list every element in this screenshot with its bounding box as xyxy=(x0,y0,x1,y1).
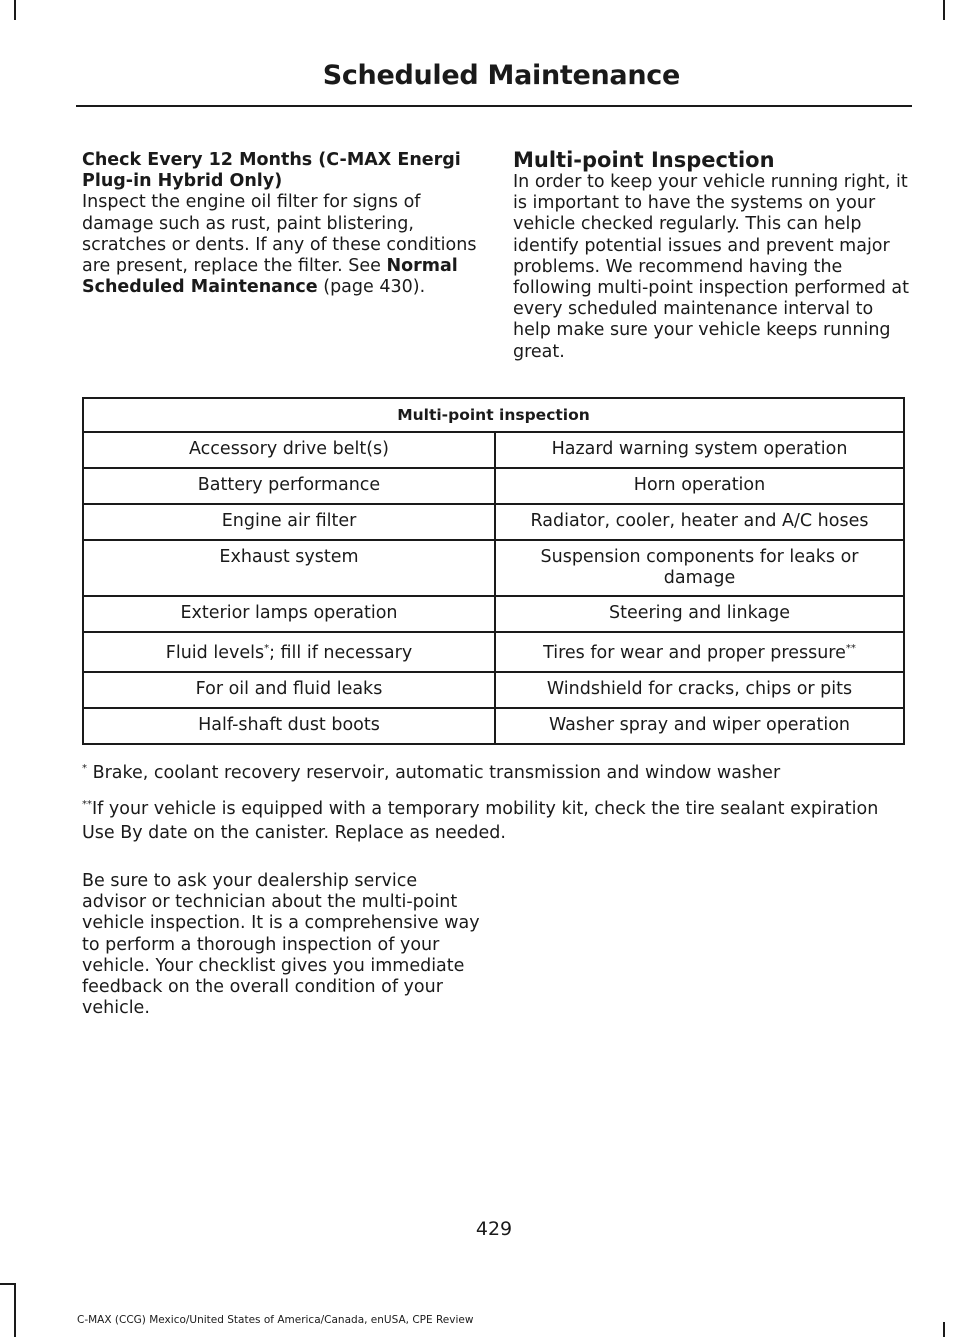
cell-text: ; fill if necessary xyxy=(269,643,413,663)
cell-text: Tires for wear and proper pressure xyxy=(543,643,846,663)
table-cell: For oil and fluid leaks xyxy=(83,672,495,708)
page-number: 429 xyxy=(475,1218,513,1240)
page-title: Scheduled Maintenance xyxy=(322,60,680,91)
crop-mark xyxy=(943,1322,945,1337)
table-cell: Accessory drive belt(s) xyxy=(83,432,495,468)
crop-mark xyxy=(0,1283,16,1285)
header-divider xyxy=(76,105,912,107)
table-row xyxy=(83,540,904,596)
footnote-text: Brake, coolant recovery reservoir, automatic transmission and window washer xyxy=(87,763,781,783)
cell-text: Fluid levels xyxy=(165,643,265,663)
table-cell: Washer spray and wiper operation xyxy=(495,708,904,744)
table-cell: Engine air filter xyxy=(83,504,495,540)
table-cell: Horn operation xyxy=(495,468,904,504)
table-row xyxy=(83,468,904,504)
table-row xyxy=(83,432,904,468)
table-row xyxy=(83,672,904,708)
table-cell: Steering and linkage xyxy=(495,596,904,632)
footnote-text: If your vehicle is equipped with a temporary mobility kit, check the tire sealant expiration Use By date on the canister. Replace as needed. xyxy=(82,799,879,843)
table-cell: Suspension components for leaks or damage xyxy=(495,540,904,596)
table-cell xyxy=(83,632,495,672)
table-cell: Windshield for cracks, chips or pits xyxy=(495,672,904,708)
table-row xyxy=(83,632,904,672)
cross-reference-link[interactable]: Normal Scheduled Maintenance xyxy=(82,256,458,298)
table-cell xyxy=(495,632,904,672)
page-reference: (page 430). xyxy=(323,277,426,298)
section-heading: Check Every 12 Months (C-MAX Energi Plug-in Hybrid Only) xyxy=(82,150,461,192)
table-row xyxy=(83,504,904,540)
crop-mark xyxy=(14,0,16,20)
document-footer: C-MAX (CCG) Mexico/United States of America/Canada, enUSA, CPE Review xyxy=(77,1314,474,1326)
footnote xyxy=(82,763,912,784)
table-header-row xyxy=(83,398,904,432)
table-cell: Hazard warning system operation xyxy=(495,432,904,468)
table-title: Multi-point inspection xyxy=(83,398,904,432)
table-cell: Exhaust system xyxy=(83,540,495,596)
crop-mark xyxy=(14,1283,16,1337)
footnote-marker: ** xyxy=(82,799,92,810)
table-row xyxy=(83,708,904,744)
right-column xyxy=(513,148,909,363)
body-paragraph xyxy=(82,192,482,298)
footnote-marker: * xyxy=(264,643,270,654)
footnote-marker: ** xyxy=(845,643,856,654)
table-row xyxy=(83,596,904,632)
inspection-table xyxy=(82,397,905,745)
crop-mark xyxy=(943,0,945,20)
body-paragraph: In order to keep your vehicle running right, it is important to have the systems on your vehicle checked regularly. This can help identify potential issues and prevent major problems. We recommend having the following multi-point inspection performed at every scheduled maintenance interval to help make sure your vehicle keeps running great. xyxy=(513,172,910,362)
left-column xyxy=(82,150,482,298)
footnote xyxy=(82,797,912,845)
table-cell: Battery performance xyxy=(83,468,495,504)
table-cell: Radiator, cooler, heater and A/C hoses xyxy=(495,504,904,540)
footnote-marker: * xyxy=(82,763,87,774)
table-cell: Exterior lamps operation xyxy=(83,596,495,632)
table-cell: Half-shaft dust boots xyxy=(83,708,495,744)
section-heading: Multi-point Inspection xyxy=(513,148,775,172)
closing-paragraph: Be sure to ask your dealership service advisor or technician about the multi-point vehicle inspection. It is a comprehensive way to perform a thorough inspection of your vehicle. Your checklist gives you immediate feedback on the overall condition of your vehicle. xyxy=(82,871,480,1019)
paragraph-text: Inspect the engine oil filter for signs of damage such as rust, paint blistering, scratches or dents. If any of these conditions are present, replace the filter. See xyxy=(82,192,477,277)
